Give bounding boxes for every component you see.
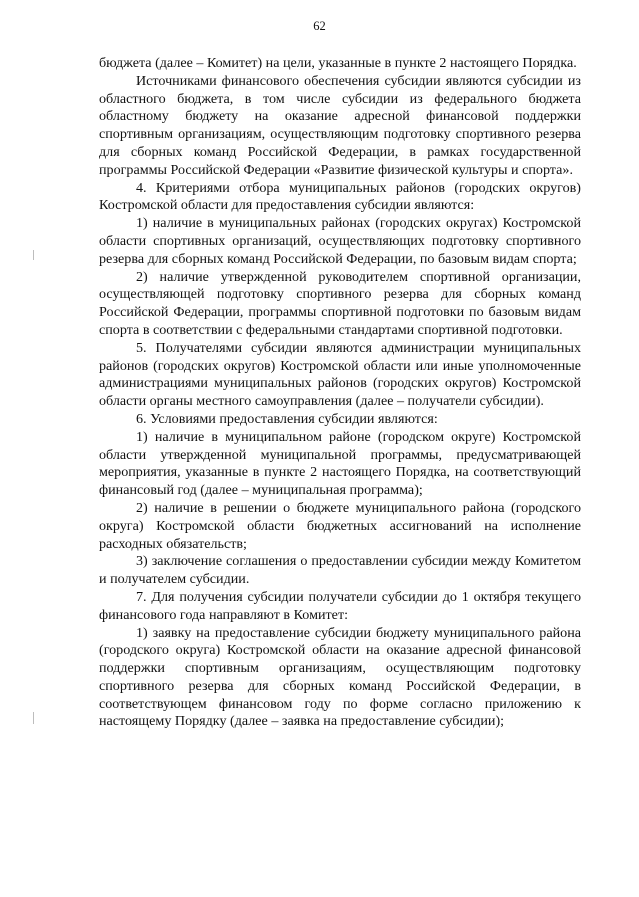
paragraph-6-item-2: 2) наличие в решении о бюджете муниципального района (городского округа) Костромской области бюджетных ассигнований на исполнение расходных обязательств; xyxy=(99,499,581,552)
paragraph-6-item-3: 3) заключение соглашения о предоставлении субсидии между Комитетом и получателем субсидии. xyxy=(99,553,581,588)
page-number: 62 xyxy=(313,19,326,33)
margin-mark xyxy=(33,250,34,260)
paragraph-5-recipients: 5. Получателями субсидии являются администрации муниципальных районов (городских округов) Костромской области или иные уполномоченные администрациями муниципальных районов (городских округов) Костромской области органы местного самоуправления (далее – получатели субсидии). xyxy=(99,339,581,410)
margin-mark xyxy=(33,712,34,724)
paragraph-continuation: бюджета (далее – Комитет) на цели, указанные в пункте 2 настоящего Порядка. xyxy=(99,55,577,71)
paragraph-7-application: 7. Для получения субсидии получатели субсидии до 1 октября текущего финансового года направляют в Комитет: xyxy=(99,588,581,623)
paragraph-4-item-2: 2) наличие утвержденной руководителем спортивной организации, осуществляющей подготовку спортивного резерва для сборных команд Российской Федерации, программы спортивной подготовки по базовым видам спорта в соответствии с федеральными стандартами спортивной подготовки. xyxy=(99,268,581,338)
paragraph-6-conditions: 6. Условиями предоставления субсидии являются: xyxy=(136,410,438,427)
paragraph-4-selection-criteria: 4. Критериями отбора муниципальных районов (городских округов) Костромской области для предоставления субсидии являются: xyxy=(99,179,581,214)
document-body xyxy=(99,55,581,731)
paragraph-7-item-1: 1) заявку на предоставление субсидии бюджету муниципального района (городского округа) Костромской области на оказание адресной финансовой поддержки спортивным организациям, осуществляющим подготовку спортивного резерва для сборных команд Российской Федерации, в соответствующем финансовом году по форме согласно приложению к настоящему Порядку (далее – заявка на предоставление субсидии); xyxy=(99,624,581,730)
paragraph-funding-sources: Источниками финансового обеспечения субсидии являются субсидии из областного бюджета, в том числе субсидии из федерального бюджета областному бюджету на оказание адресной финансовой поддержки спортивным организациям, осуществляющим подготовку спортивного резерва для сборных команд Российской Федерации, в рамках государственной программы Российской Федерации «Развитие физической культуры и спорта». xyxy=(99,72,581,178)
paragraph-4-item-1: 1) наличие в муниципальных районах (городских округах) Костромской области спортивных организаций, осуществляющих подготовку спортивного резерва для сборных команд Российской Федерации, по базовым видам спорта; xyxy=(99,215,581,267)
paragraph-6-item-1: 1) наличие в муниципальном районе (городском округе) Костромской области утвержденной муниципальной программы, предусматривающей мероприятия, указанные в пункте 2 настоящего Порядка, на соответствующий финансовый год (далее – муниципальная программа); xyxy=(99,428,581,499)
